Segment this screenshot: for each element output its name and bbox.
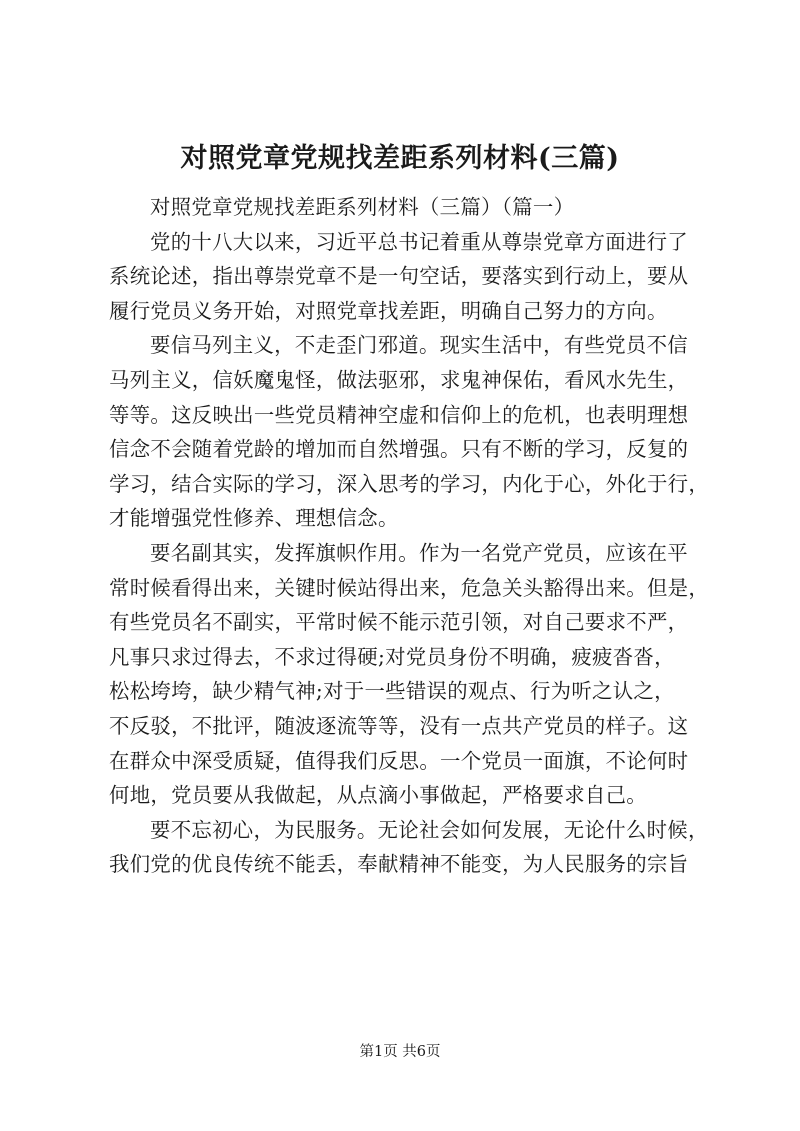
- body-line: 系统论述，指出尊崇党章不是一句空话，要落实到行动上，要从: [109, 264, 689, 289]
- page-footer: 第1页 共6页: [359, 1044, 441, 1060]
- body-line: 我们党的优良传统不能丢，奉献精神不能变，为人民服务的宗旨: [109, 852, 689, 877]
- body-line: 要不忘初心，为民服务。无论社会如何发展，无论什么时候，: [150, 817, 709, 842]
- document-title: 对照党章党规找差距系列材料(三篇): [180, 143, 620, 174]
- body-line: 对照党章党规找差距系列材料（三篇）（篇一）: [150, 195, 575, 219]
- body-line: 常时候看得出来，关键时候站得出来，危急关头豁得出来。但是，: [109, 575, 709, 600]
- body-line: 要信马列主义，不走歪门邪道。现实生活中，有些党员不信: [150, 333, 688, 358]
- body-line: 马列主义，信妖魔鬼怪，做法驱邪，求鬼神保佑，看风水先生，: [109, 367, 689, 392]
- body-line: 何地，党员要从我做起，从点滴小事做起，严格要求自己。: [109, 783, 647, 808]
- body-line: 不反驳，不批评，随波逐流等等，没有一点共产党员的样子。这: [109, 713, 689, 738]
- body-line: 履行党员义务开始，对照党章找差距，明确自己努力的方向。: [109, 298, 668, 323]
- body-line: 有些党员名不副实，平常时候不能示范引领，对自己要求不严，: [109, 610, 689, 635]
- document-body: [109, 190, 709, 882]
- body-line: 等等。这反映出一些党员精神空虚和信仰上的危机，也表明理想: [109, 402, 689, 427]
- body-line: 松松垮垮，缺少精气神;对于一些错误的观点、行为听之认之，: [109, 679, 675, 704]
- body-line: 才能增强党性修养、理想信念。: [109, 506, 399, 531]
- body-line: 党的十八大以来，习近平总书记着重从尊崇党章方面进行了: [150, 229, 688, 254]
- body-line: 信念不会随着党龄的增加而自然增强。只有不断的学习，反复的: [109, 437, 689, 462]
- body-line: 学习，结合实际的学习，深入思考的学习，内化于心，外化于行，: [109, 471, 709, 496]
- body-line: 凡事只求过得去，不求过得硬;对党员身份不明确，疲疲沓沓，: [109, 644, 675, 669]
- body-line: 要名副其实，发挥旗帜作用。作为一名党产党员，应该在平: [150, 540, 688, 565]
- body-line: 在群众中深受质疑，值得我们反思。一个党员一面旗，不论何时: [109, 748, 689, 773]
